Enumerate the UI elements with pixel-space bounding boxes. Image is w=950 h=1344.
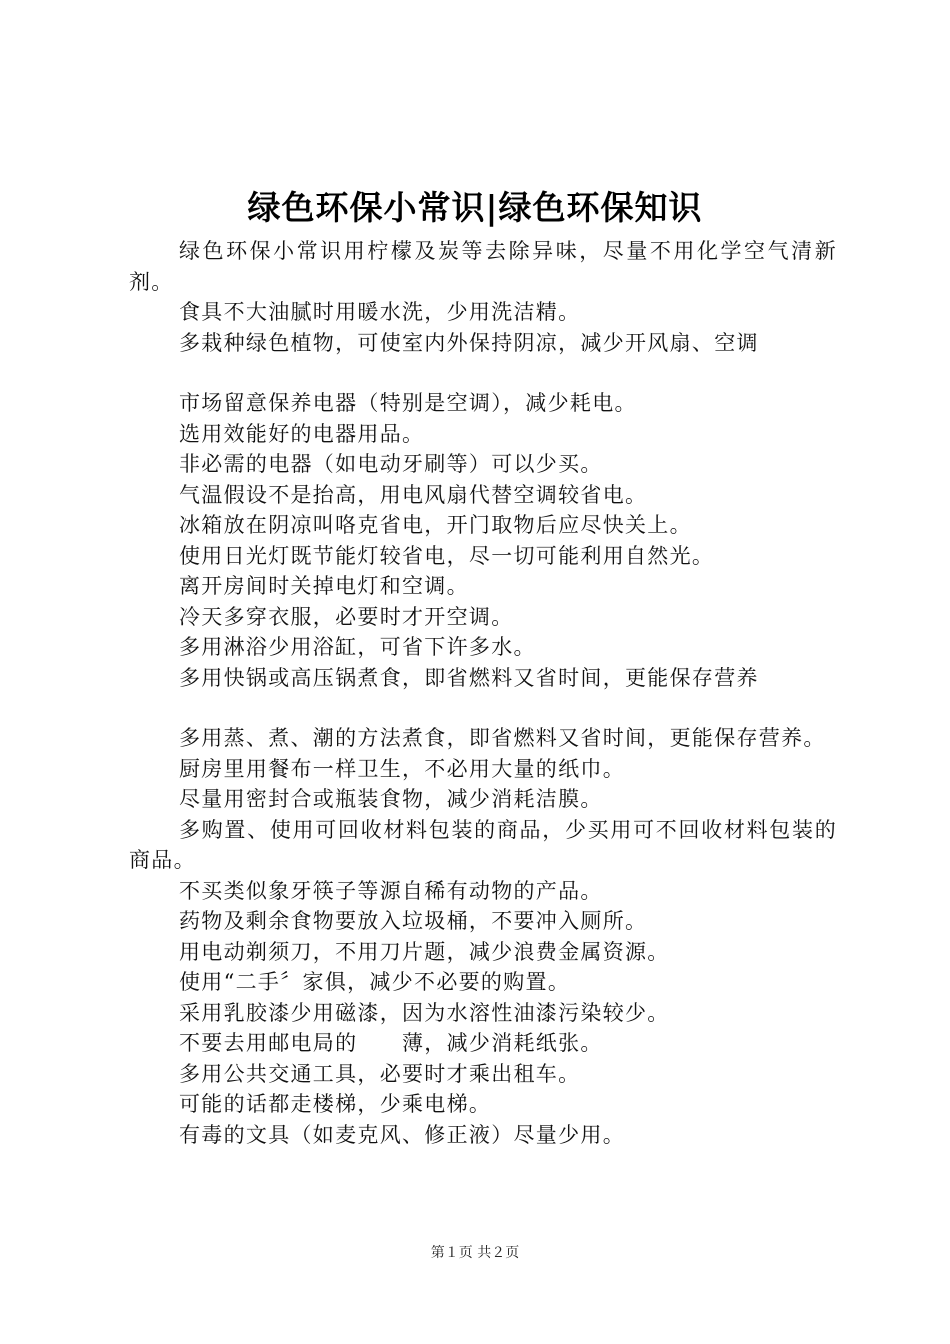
paragraph: 食具不大油腻时用暖水洗，少用洗洁精。: [179, 300, 581, 324]
paragraph: 绿色环保小常识用柠檬及炭等去除异味，尽量不用化学空气清新剂。: [129, 239, 837, 294]
paragraph: 不要去用邮电局的 薄，减少消耗纸张。: [179, 1031, 603, 1055]
paragraph: 多用蒸、煮、潮的方法煮食，即省燃料又省时间，更能保存营养。: [179, 726, 826, 750]
paragraph: 选用效能好的电器用品。: [179, 421, 425, 446]
paragraph: 使用日光灯既节能灯较省电，尽一切可能利用自然光。: [179, 543, 715, 568]
paragraph: 多栽种绿色植物，可使室内外保持阴凉，减少开风扇、空调: [179, 330, 759, 355]
paragraph: 使用“二手〞家俱，减少不必要的购置。: [179, 970, 571, 994]
document-body: [129, 236, 837, 1150]
paragraph: 尽量用密封合或瓶装食物，减少消耗洁膜。: [179, 787, 603, 811]
paragraph: 多用公共交通工具，必要时才乘出租车。: [179, 1061, 581, 1086]
paragraph: 冰箱放在阴凉叫咯克省电，开门取物后应尽快关上。: [179, 513, 692, 537]
paragraph: 有毒的文具（如麦克风、修正液）尽量少用。: [179, 1122, 625, 1147]
paragraph: 市场留意保养电器（特别是空调），减少耗电。: [179, 391, 637, 415]
paragraph: 采用乳胶漆少用磁漆，因为水溶性油漆污染较少。: [179, 1000, 670, 1025]
paragraph: 药物及剩余食物要放入垃圾桶，不要冲入厕所。: [179, 909, 648, 933]
paragraph: 气温假设不是抬高，用电风扇代替空调较省电。: [179, 482, 648, 507]
paragraph: 多用淋浴少用浴缸，可省下许多水。: [179, 635, 536, 659]
paragraph: 多用快锅或高压锅煮食，即省燃料又省时间，更能保存营养: [179, 665, 759, 690]
paragraph: 厨房里用餐布一样卫生，不必用大量的纸巾。: [179, 756, 625, 781]
paragraph: 不买类似象牙筷子等源自稀有动物的产品。: [179, 878, 603, 903]
paragraph: 离开房间时关掉电灯和空调。: [179, 574, 469, 598]
paragraph: 冷天多穿衣服，必要时才开空调。: [179, 604, 514, 629]
paragraph: 非必需的电器（如电动牙刷等）可以少买。: [179, 452, 603, 476]
document-title: 绿色环保小常识|绿色环保知识: [247, 188, 703, 227]
page-number-footer: 第１页 共２页: [430, 1245, 520, 1261]
paragraph: 可能的话都走楼梯，少乘电梯。: [179, 1092, 492, 1116]
paragraph: 多购置、使用可回收材料包装的商品，少买用可不回收材料包装的商品。: [129, 817, 837, 872]
paragraph: 用电动剃须刀，不用刀片题，减少浪费金属资源。: [179, 939, 670, 964]
